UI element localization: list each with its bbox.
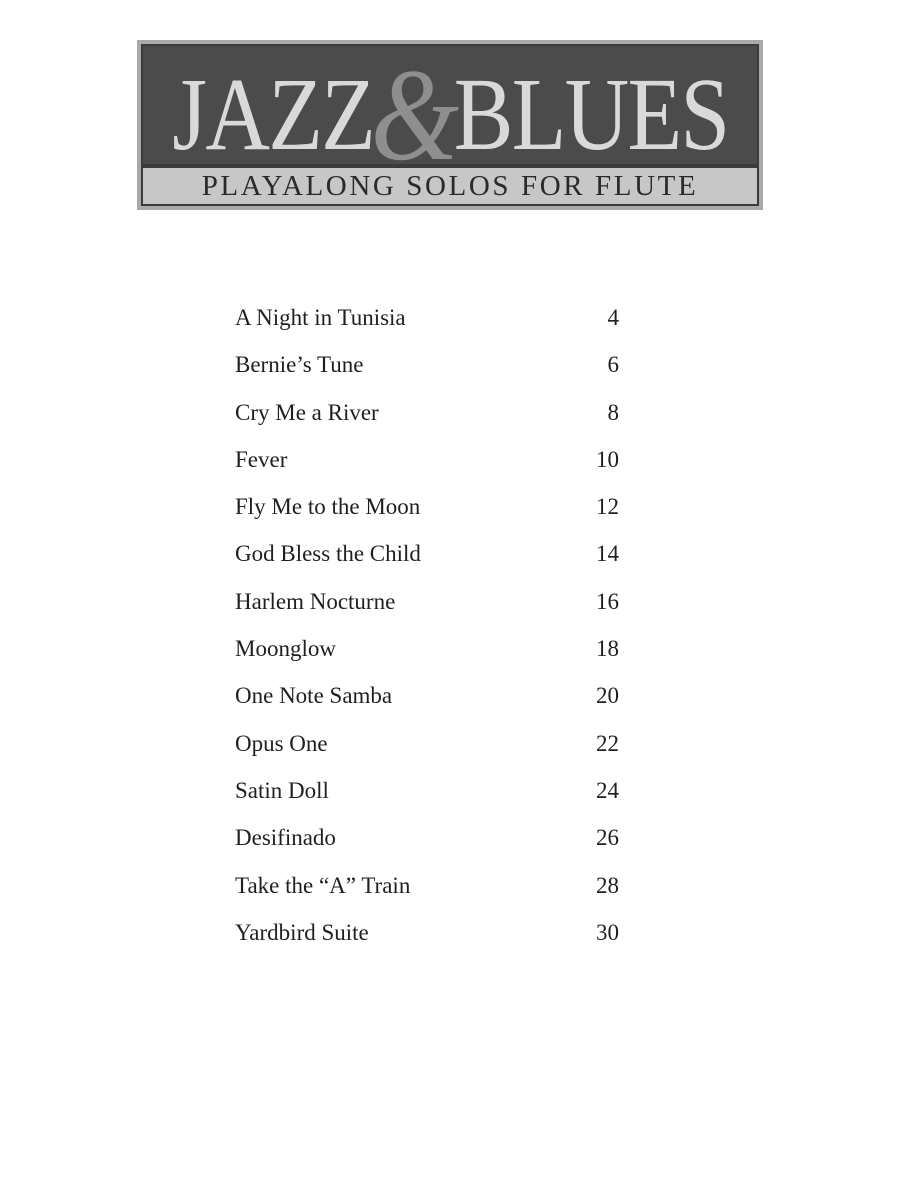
song-title: God Bless the Child <box>235 541 421 567</box>
page-number: 8 <box>607 399 619 425</box>
page-number: 6 <box>607 352 619 378</box>
toc-row <box>235 305 619 352</box>
toc-row <box>235 778 619 825</box>
toc-row <box>235 683 619 730</box>
page-number: 28 <box>596 872 619 898</box>
song-title: Bernie’s Tune <box>235 352 364 378</box>
song-title: Harlem Nocturne <box>235 588 396 614</box>
toc-row <box>235 400 619 447</box>
title-panel <box>143 46 757 164</box>
page-number: 4 <box>607 305 619 330</box>
title-banner-frame <box>141 44 759 206</box>
title-ampersand: & <box>370 46 459 164</box>
page-number: 24 <box>596 777 619 803</box>
song-title: Moonglow <box>235 636 336 662</box>
toc-row <box>235 873 619 920</box>
song-title: A Night in Tunisia <box>235 305 406 330</box>
subtitle-panel <box>143 168 757 204</box>
title-banner <box>137 40 763 210</box>
song-title: Take the “A” Train <box>235 872 411 898</box>
page-number: 14 <box>596 541 619 567</box>
page-number: 20 <box>596 683 619 709</box>
song-title: Yardbird Suite <box>235 919 369 945</box>
page-number: 22 <box>596 730 619 756</box>
toc-row <box>235 447 619 494</box>
song-title: Fly Me to the Moon <box>235 494 421 520</box>
page-number: 10 <box>596 446 619 472</box>
book-title <box>172 46 728 164</box>
table-of-contents <box>235 305 619 967</box>
toc-row <box>235 636 619 683</box>
song-title: Satin Doll <box>235 777 329 803</box>
toc-row <box>235 920 619 967</box>
song-title: Fever <box>235 446 288 472</box>
toc-row <box>235 589 619 636</box>
song-title: One Note Samba <box>235 683 393 709</box>
title-word-blues: BLUES <box>453 57 729 164</box>
toc-row <box>235 825 619 872</box>
page-number: 26 <box>596 825 619 851</box>
toc-row <box>235 541 619 588</box>
page-number: 30 <box>596 919 619 945</box>
toc-row <box>235 731 619 778</box>
page-number: 12 <box>596 494 619 520</box>
page-number: 18 <box>596 636 619 662</box>
toc-row <box>235 352 619 399</box>
song-title: Cry Me a River <box>235 399 379 425</box>
title-word-jazz: JAZZ <box>171 57 374 164</box>
toc-row <box>235 494 619 541</box>
page-number: 16 <box>596 588 619 614</box>
book-subtitle: PLAYALONG SOLOS FOR FLUTE <box>201 169 699 202</box>
song-title: Desifinado <box>235 825 336 851</box>
song-title: Opus One <box>235 730 328 756</box>
